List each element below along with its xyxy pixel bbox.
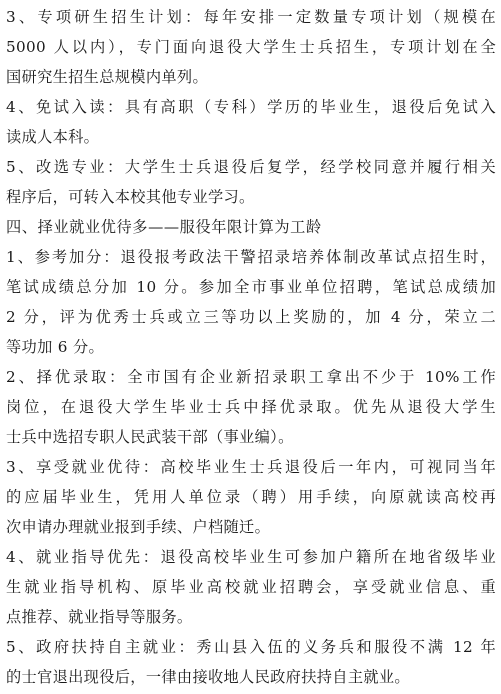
text-line: 次申请办理就业报到手续、户档随迁。 <box>6 518 271 536</box>
text-line: 5000 人以内），专门面向退役大学生士兵招生，专项计划在全 <box>6 38 496 56</box>
text-line: 士兵中选招专职人民武装干部（事业编）。 <box>6 428 294 446</box>
text-line: 岗位，在退役大学生毕业士兵中择优录取。优先从退役大学生 <box>6 398 496 416</box>
text-line: 2 分，评为优秀士兵或立三等功以上奖励的，加 4 分，荣立二 <box>6 308 496 326</box>
text-line: 笔试成绩总分加 10 分。参加全市事业单位招聘，笔试总成绩加 <box>6 278 496 296</box>
text-line: 3、享受就业优待：高校毕业生士兵退役后一年内，可视同当年 <box>6 458 496 476</box>
section-heading: 四、择业就业优待多——服役年限计算为工龄 <box>6 218 322 236</box>
text-line: 生就业指导机构、原毕业高校就业招聘会，享受就业信息、重 <box>6 578 496 596</box>
text-line: 4、就业指导优先：退役高校毕业生可参加户籍所在地省级毕业 <box>6 548 496 566</box>
text-line: 4、免试入读：具有高职（专科）学历的毕业生，退役后免试入 <box>6 98 496 116</box>
text-line: 点推荐、就业指导等服务。 <box>6 608 193 626</box>
text-line: 的应届毕业生，凭用人单位录（聘）用手续，向原就读高校再 <box>6 488 496 506</box>
text-line: 读成人本科。 <box>6 128 100 146</box>
text-line: 5、政府扶持自主就业：秀山县入伍的义务兵和服役不满 12 年 <box>6 638 496 656</box>
text-line: 程序后，可转入本校其他专业学习。 <box>6 188 255 206</box>
text-line: 的士官退出现役后，一律由接收地人民政府扶持自主就业。 <box>6 668 410 686</box>
text-line: 国研究生招生总规模内单列。 <box>6 68 208 86</box>
text-line: 3、专项研生招生计划：每年安排一定数量专项计划（规模在 <box>6 8 496 26</box>
text-line: 1、参考加分：退役报考政法干警招录培养体制改革试点招生时， <box>6 248 496 266</box>
text-line: 2、择优录取：全市国有企业新招录职工拿出不少于 10%工作 <box>6 368 496 386</box>
text-line: 等功加 6 分。 <box>6 338 105 356</box>
text-line: 5、改选专业：大学生士兵退役后复学，经学校同意并履行相关 <box>6 158 496 176</box>
